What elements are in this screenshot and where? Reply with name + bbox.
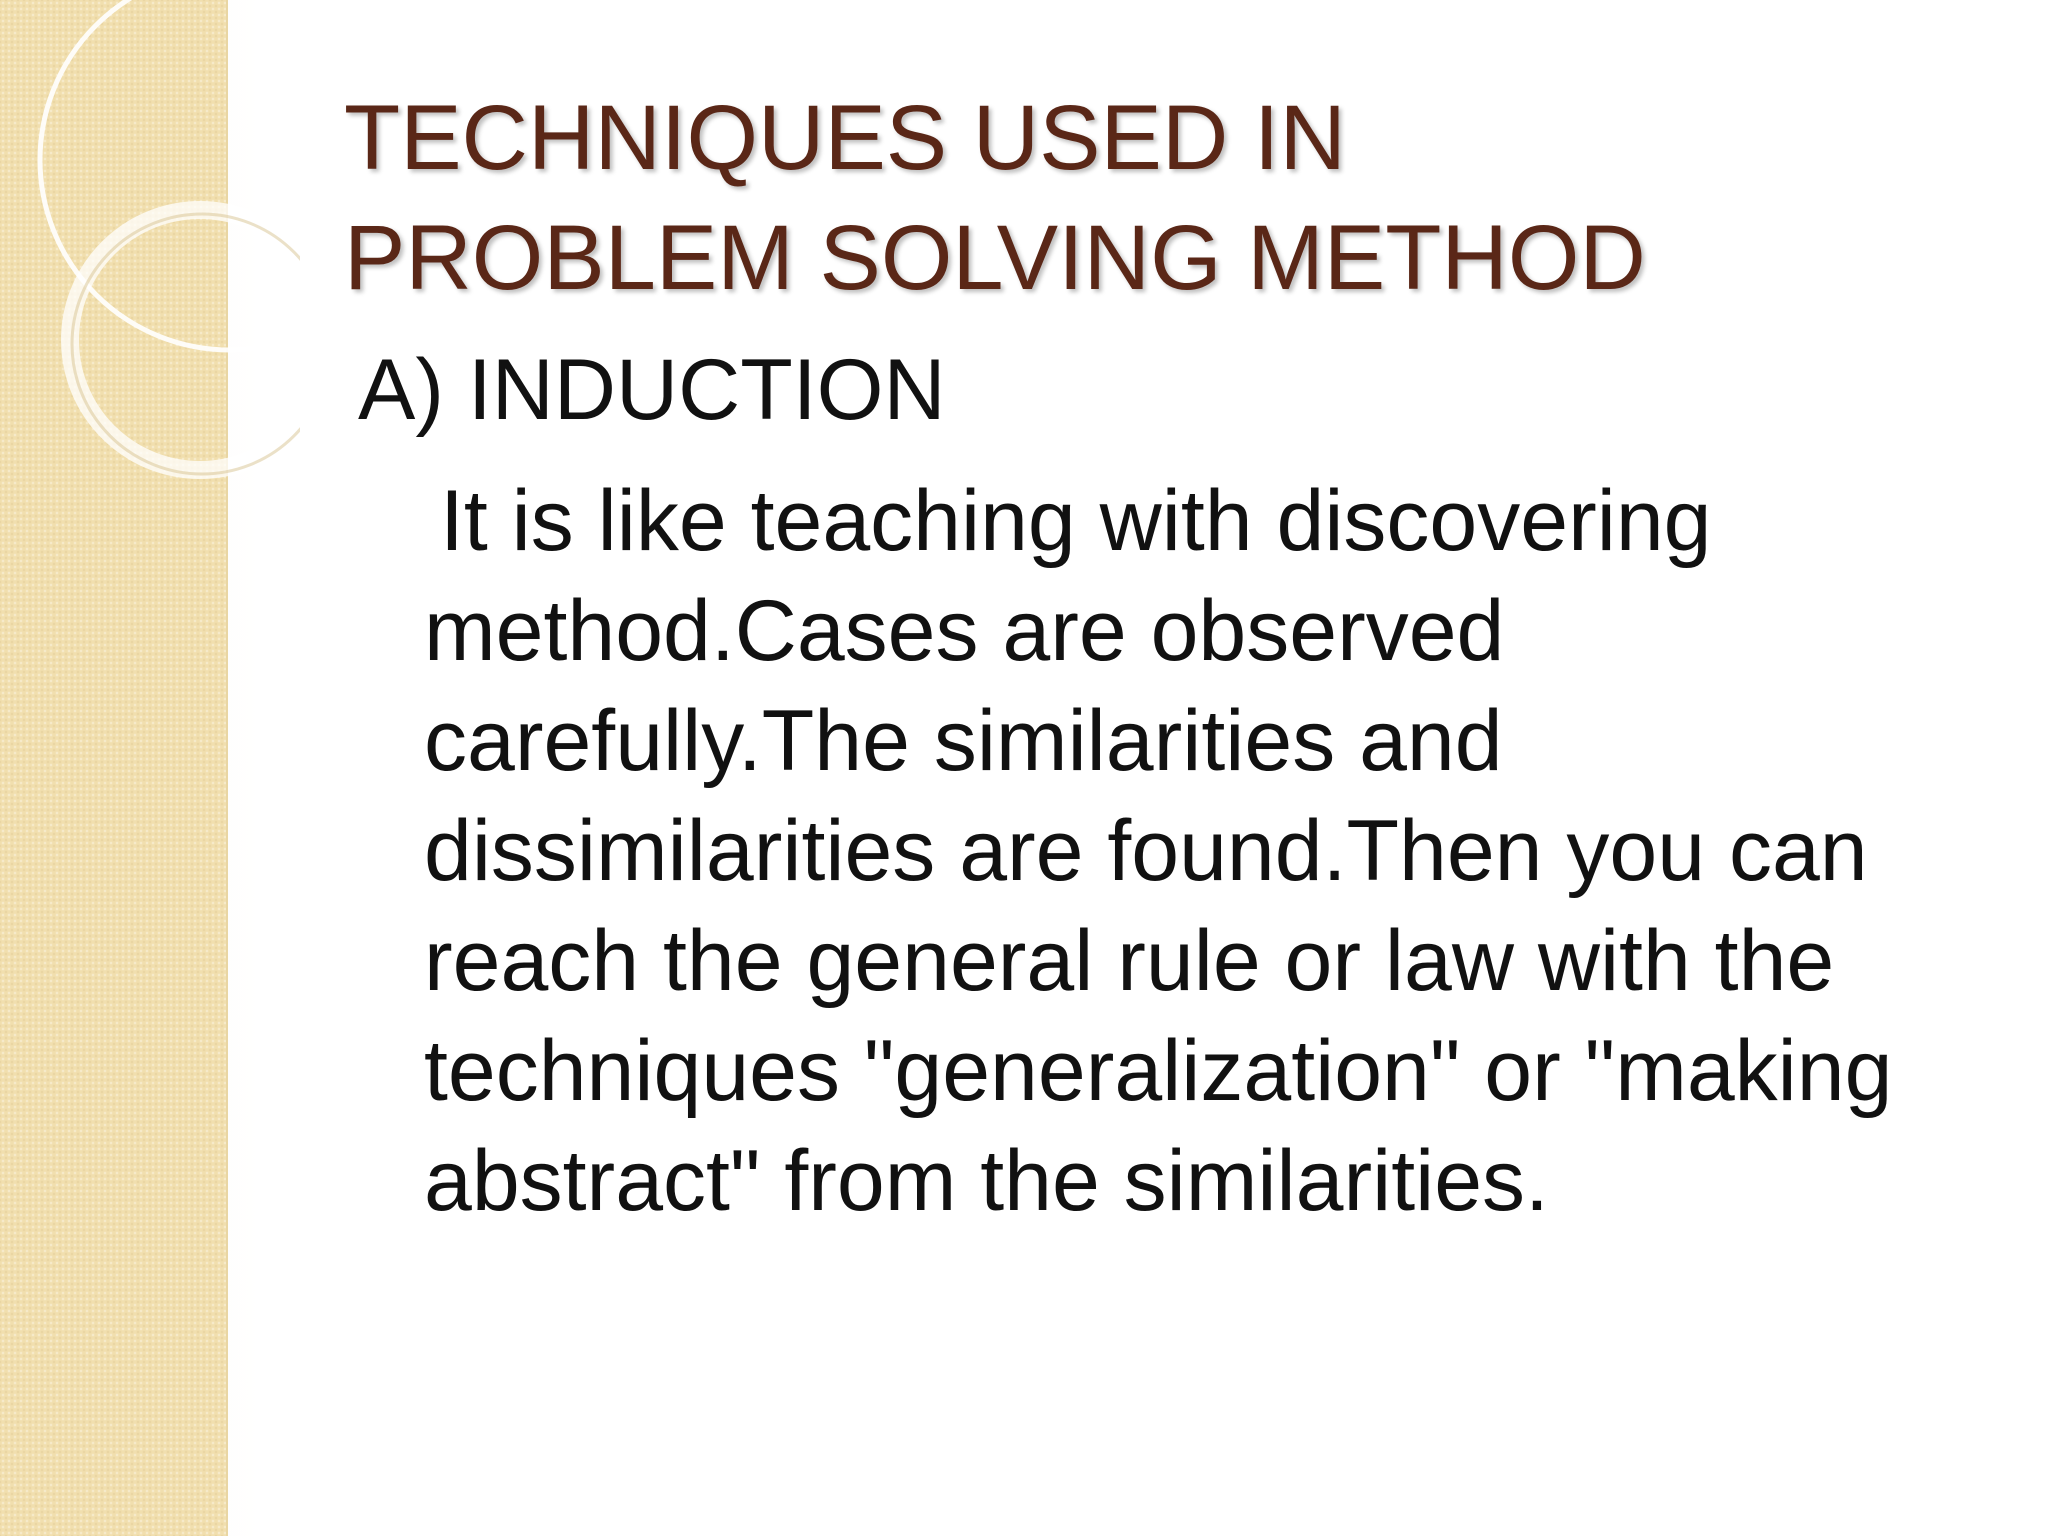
decorative-rings xyxy=(0,0,300,520)
slide-title-line1: TECHNIQUES USED IN xyxy=(344,87,1346,189)
slide-title xyxy=(344,78,1984,318)
slide-title-line2: PROBLEM SOLVING METHOD xyxy=(344,207,1646,309)
section-heading: A) INDUCTION xyxy=(358,342,946,438)
body-paragraph: It is like teaching with discovering method.Cases are observed carefully.The similarities and dissimilarities are found.Then you can reach the general rule or law with the techniques "generalization" or "making abstract" from the similarities. xyxy=(424,473,1893,1229)
